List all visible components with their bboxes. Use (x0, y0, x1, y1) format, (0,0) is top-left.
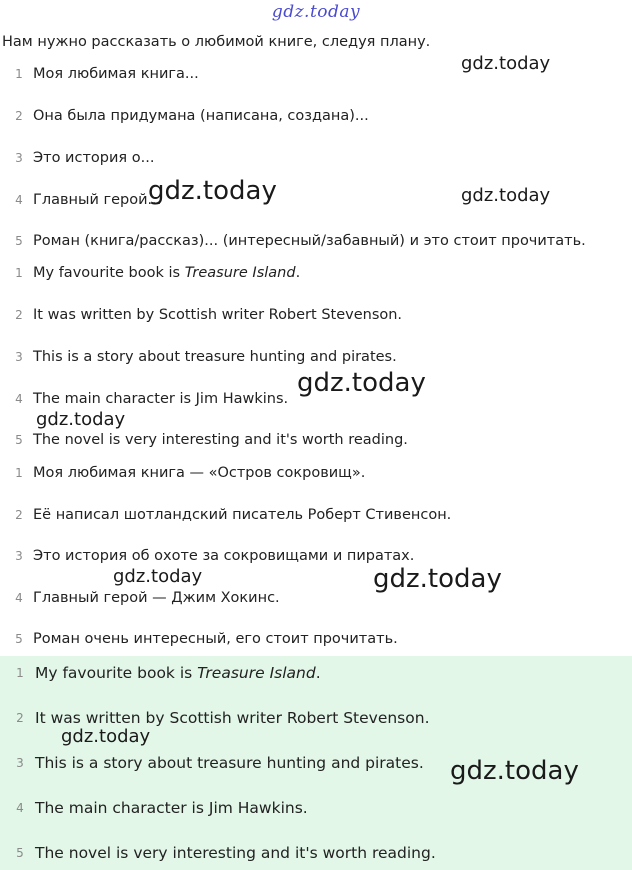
item-text: Моя любимая книга... (33, 66, 199, 82)
item-number: 4 (15, 591, 23, 605)
item-number: 2 (15, 109, 23, 123)
watermark: gdz.today (113, 566, 203, 587)
item-number: 5 (16, 846, 24, 860)
item-text-main: The novel is very interesting and it's worth reading. (33, 432, 408, 448)
item-text: Главный герой... (33, 192, 162, 208)
watermark-top: gdz.today (271, 2, 361, 22)
item-text (33, 388, 288, 410)
item-number: 4 (16, 801, 24, 815)
item-text-main: It was written by Scottish writer Robert Stevenson. (33, 307, 403, 323)
item-text (33, 346, 397, 368)
item-number: 1 (15, 266, 23, 280)
item-number: 5 (15, 632, 23, 646)
item-text-main: My favourite book is (33, 265, 185, 281)
watermark: gdz.today (36, 409, 126, 430)
item-text-main: This is a story about treasure hunting and pirates. (35, 754, 424, 772)
item-number: 3 (16, 756, 24, 770)
item-number: 4 (15, 392, 23, 406)
watermark: gdz.today (461, 53, 551, 74)
watermark: gdz.today (450, 756, 579, 786)
item-number: 1 (16, 666, 24, 680)
item-number: 2 (15, 508, 23, 522)
item-text-end: . (315, 664, 321, 682)
item-text (35, 752, 424, 774)
item-text-main: My favourite book is (35, 664, 198, 682)
item-number: 2 (16, 711, 24, 725)
item-number: 5 (15, 433, 23, 447)
item-number: 3 (15, 549, 23, 563)
item-text-main: This is a story about treasure hunting and pirates. (33, 349, 397, 365)
item-text (35, 662, 321, 684)
item-text (33, 429, 408, 451)
item-number: 1 (15, 466, 23, 480)
watermark: gdz.today (148, 176, 277, 206)
item-number: 2 (15, 308, 23, 322)
item-number: 5 (15, 234, 23, 248)
item-text: Это история о... (33, 150, 155, 166)
item-text: Роман очень интересный, его стоит прочитать. (33, 631, 398, 647)
item-text (33, 262, 300, 284)
watermark: gdz.today (297, 368, 426, 398)
item-text (33, 304, 402, 326)
item-text-main: The main character is Jim Hawkins. (35, 799, 308, 817)
item-text (35, 797, 308, 819)
item-number: 3 (15, 151, 23, 165)
item-text: Главный герой — Джим Хокинс. (33, 590, 280, 606)
item-number: 3 (15, 350, 23, 364)
item-number: 1 (15, 67, 23, 81)
watermark: gdz.today (61, 726, 151, 747)
item-text-main: The main character is Jim Hawkins. (33, 391, 289, 407)
item-text-main: The novel is very interesting and it's worth reading. (35, 844, 436, 862)
item-text: Роман (книга/рассказ)... (интересный/забавный) и это стоит прочитать. (33, 233, 586, 249)
watermark: gdz.today (373, 564, 502, 594)
watermark: gdz.today (461, 185, 551, 206)
item-text: Она была придумана (написана, создана)... (33, 108, 369, 124)
item-text-main: It was written by Scottish writer Robert Stevenson. (35, 709, 430, 727)
item-text: Моя любимая книга — «Остров сокровищ». (33, 465, 366, 481)
item-number: 4 (15, 193, 23, 207)
item-text (35, 842, 436, 864)
book-title: Treasure Island (184, 265, 296, 281)
item-text-end: . (295, 265, 301, 281)
intro-text: Нам нужно рассказать о любимой книге, следуя плану. (2, 34, 431, 50)
item-text: Это история об охоте за сокровищами и пиратах. (33, 548, 415, 564)
book-title: Treasure Island (197, 664, 316, 682)
item-text: Её написал шотландский писатель Роберт Стивенсон. (33, 507, 452, 523)
